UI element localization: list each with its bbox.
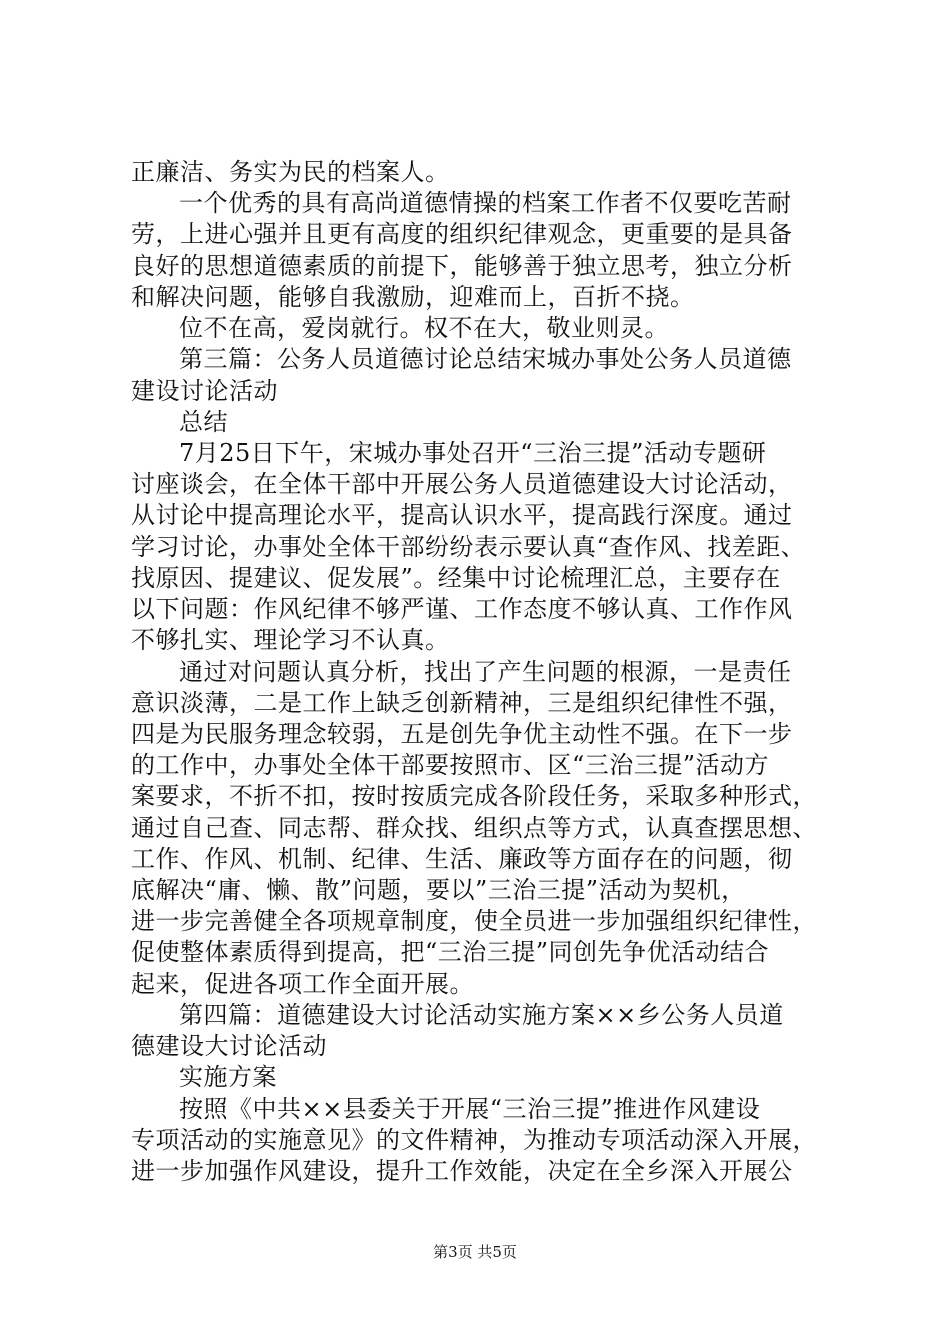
text-line: 促使整体素质得到提高，把“三治三提”同创先争优活动结合 [131,938,770,966]
text-line: 进一步完善健全各项规章制度，使全员进一步加强组织纪律性， [131,907,817,935]
text-line: 专项活动的实施意见》的文件精神，为推动专项活动深入开展， [131,1126,817,1154]
text-line: 和解决问题，能够自我激励，迎难而上，百折不挠。 [131,283,695,311]
text-line: 正廉洁、务实为民的档案人。 [131,158,450,186]
text-line: 四是为民服务理念较弱，五是创先争优主动性不强。在下一步 [131,720,793,748]
text-line: 通过对问题认真分析，找出了产生问题的根源，一是责任 [179,658,792,686]
text-line: 不够扎实、理论学习不认真。 [131,626,450,654]
text-line: 按照《中共××县委关于开展“三治三提”推进作风建设 [179,1095,761,1123]
text-line: 第三篇：公务人员道德讨论总结宋城办事处公务人员道德 [179,345,792,373]
text-line: 劳，上进心强并且更有高度的组织纪律观念，更重要的是具备 [131,220,793,248]
text-line: 起来，促进各项工作全面开展。 [131,970,474,998]
text-line: 通过自己查、同志帮、群众找、组织点等方式，认真查摆思想、 [131,814,817,842]
text-line: 德建设大讨论活动 [131,1032,327,1060]
text-line: 讨座谈会，在全体干部中开展公务人员道德建设大讨论活动， [131,470,793,498]
text-line: 从讨论中提高理论水平，提高认识水平，提高践行深度。通过 [131,501,793,529]
text-line: 的工作中，办事处全体干部要按照市、区“三治三提”活动方 [131,751,770,779]
text-line: 以下问题：作风纪律不够严谨、工作态度不够认真、工作作风 [131,595,793,623]
text-line: 底解决“庸、懒、散”问题，要以”三治三提”活动为契机， [131,876,746,904]
text-line: 一个优秀的具有高尚道德情操的档案工作者不仅要吃苦耐 [179,189,792,217]
text-line: 建设讨论活动 [131,377,278,405]
text-line: 第四篇：道德建设大讨论活动实施方案××乡公务人员道 [179,1001,784,1029]
text-line: 找原因、提建议、促发展”。经集中讨论梳理汇总，主要存在 [131,564,781,592]
text-line: 位不在高，爱岗就行。权不在大，敬业则灵。 [179,314,669,342]
text-line: 进一步加强作风建设，提升工作效能，决定在全乡深入开展公 [131,1157,793,1185]
text-line: 良好的思想道德素质的前提下，能够善于独立思考，独立分析 [131,252,793,280]
text-line: 工作、作风、机制、纪律、生活、廉政等方面存在的问题，彻 [131,845,793,873]
text-line: 学习讨论，办事处全体干部纷纷表示要认真“查作风、找差距、 [131,533,806,561]
page-footer: 第3页 共5页 [433,1243,517,1261]
text-line: 案要求，不折不扣，按时按质完成各阶段任务，采取多种形式， [131,782,817,810]
text-line: 7月25日下午，宋城办事处召开“三治三提”活动专题研 [179,439,767,467]
text-line: 实施方案 [179,1063,277,1091]
text-line: 意识淡薄，二是工作上缺乏创新精神，三是组织纪律性不强， [131,689,793,717]
text-line: 总结 [179,408,228,436]
